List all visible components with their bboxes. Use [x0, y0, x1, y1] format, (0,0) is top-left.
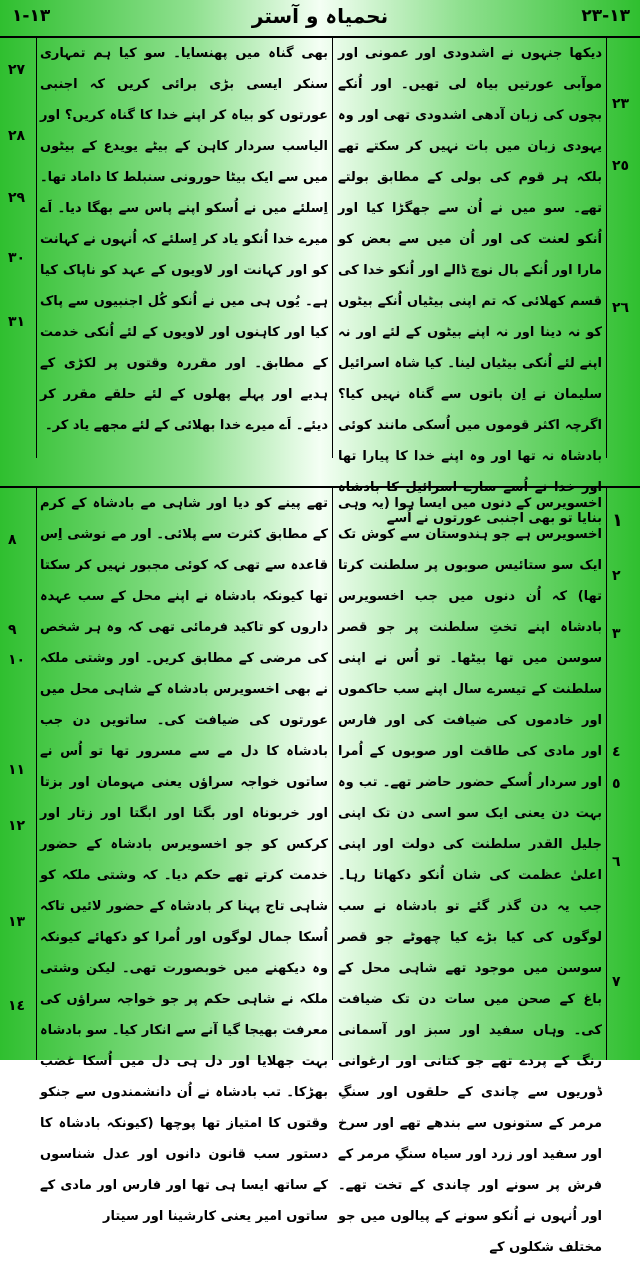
verse-number: ١١	[8, 762, 26, 778]
right-margin-line	[606, 38, 607, 458]
column-divider	[332, 38, 333, 458]
left-margin-line	[36, 38, 37, 458]
passage-text: دیکھا جنہوں نے اشدودی اور عمونی اور موآبی عورتیں بیاہ لی تھیں۔ اور اُنکے بچوں کی زبان آدھی اشدودی تھی اور وہ یہودی زبان میں بات نہیں کر سکتے تھے بلکہ ہر قوم کی بولی کے مطابق بولتے تھے۔ سو میں نے اُن سے جھگڑا کیا اور اُنکو لعنت کی اور اُن میں سے بعض کو مارا اور اُنکے بال نوچ ڈالے اور اُنکو خدا کی قسم کھلائی کہ تم اپنی بیٹیاں اُنکے بیٹوں کو نہ دینا اور نہ اپنے بیٹوں کے لئے اور نہ اپنے لئے اُنکی بیٹیاں لینا۔ کیا شاہ اسرائیل سلیمان نے اِن باتوں سے گناہ نہیں کیا؟ اگرچہ اکثر قوموں میں اُسکی مانند کوئی بادشاہ نہ تھا اور وہ اپنے خدا کا پیارا تھا اور خدا نے اُسے سارے اسرائیل کا بادشاہ بنایا تو بھی اجنبی عورتوں نے اُسے	[338, 46, 602, 526]
verse-number: ٣	[612, 626, 621, 642]
page-header	[0, 0, 640, 38]
right-page-reference: ١٣-٢٣	[581, 6, 630, 26]
right-text-column	[338, 488, 602, 1255]
left-text-column	[40, 38, 328, 433]
verse-number: ١٣	[8, 914, 26, 930]
verse-number: ٢	[612, 568, 621, 584]
verse-number: ٢٦	[612, 300, 630, 316]
left-margin-line	[36, 488, 37, 1060]
verse-number: ٤	[612, 744, 621, 760]
section-nehemiah-end	[0, 38, 640, 526]
verse-number: ١٢	[8, 818, 26, 834]
verse-number: ١٤	[8, 998, 26, 1014]
passage-text: اخسویرس کے دنوں میں ایسا ہوا (یہ وہی اخسویرس ہے جو ہندوستان سے کوش تک ایک سو ستائیس صوبوں پر سلطنت کرتا تھا) کہ اُن دنوں میں جب اخسویرس بادشاہ اپنے تختِ سلطنت پر جو قصر سوسن میں تھا بیٹھا۔ تو اُس نے اپنی سلطنت کے تیسرے سال اپنے سب حاکموں اور خادموں کی ضیافت کی اور فارس اور مادی کی طاقت اور صوبوں کے اُمرا اور سردار اُسکے حضور حاضر تھے۔ تب وہ بہت دن یعنی ایک سو اسی دن تک اپنی جلیل القدر سلطنت کی دولت اور اپنی اعلیٰ عظمت کی شان اُنکو دکھاتا رہا۔ جب یہ دن گذر گئے تو بادشاہ نے سب لوگوں کی کیا بڑے کیا چھوٹے جو قصر سوسن میں موجود تھے شاہی محل کے باغ کے صحن میں سات دن تک ضیافت کی۔ وہاں سفید اور سبز اور آسمانی رنگ کے پردے تھے جو کتانی اور ارغوانی ڈوریوں سے چاندی کے حلقوں اور سنگِ مرمر کے ستونوں سے بندھے تھے اور سرخ اور سفید اور زرد اور سیاہ سنگِ مرمر کے فرش پر سونے اور چاندی کے تخت تھے۔ اور اُنہوں نے اُنکو سونے کے پیالوں میں جو مختلف شکلوں کے	[338, 496, 602, 1255]
verse-number: ٣١	[8, 314, 26, 330]
passage-text: بھی گناہ میں پھنسایا۔ سو کیا ہم تمہاری سنکر ایسی بڑی برائی کریں کہ اجنبی عورتوں کو بیاہ کر اپنے خدا کا گناہ کریں؟ اور الیاسب سردار کاہن کے بیٹے یویدع کے بیٹوں میں سے ایک بیٹا حورونی سنبلط کا داماد تھا۔ اِسلئے میں نے اُسکو اپنے پاس سے بھگا دیا۔ اَے میرے خدا اُنکو یاد کر اِسلئے کہ اُنہوں نے کہانت کو اور کہانت اور لاویوں کے عہد کو ناپاک کیا ہے۔ یُوں ہی میں نے اُنکو کُل اجنبیوں سے پاک کیا اور کاہنوں اور لاویوں کے لئے اُنکی خدمت کے مطابق۔ اور مقررہ وقتوں پر لکڑی کے ہدیے اور پہلے پھلوں کے لئے حلقے مقرر کر دیئے۔ اَے میرے خدا بھلائی کے لئے مجھے یاد کر۔	[40, 46, 328, 433]
section-esther-1	[0, 488, 640, 1255]
verse-number: ٢٥	[612, 158, 630, 174]
verse-number: ٩	[8, 622, 17, 638]
verse-number: ٢٩	[8, 190, 26, 206]
verse-number: ١٠	[8, 652, 26, 668]
right-margin-line	[606, 488, 607, 1060]
right-text-column	[338, 38, 602, 526]
verse-number: ٦	[612, 854, 621, 870]
left-text-column	[40, 488, 328, 1224]
verse-number: ٢٣	[612, 96, 630, 112]
verse-number: ٢٨	[8, 128, 26, 144]
column-divider	[332, 488, 333, 1060]
verse-number: ٥	[612, 776, 621, 792]
book-title: نحمیاہ و آستر	[251, 4, 389, 28]
verse-number: ٧	[612, 974, 621, 990]
left-page-reference: ١٣-١	[12, 6, 51, 26]
passage-text: تھے پینے کو دیا اور شاہی مے بادشاہ کے کرم کے مطابق کثرت سے پلائی۔ اور مے نوشی اِس قاعدہ سے تھی کہ کوئی مجبور نہیں کر سکتا تھا کیونکہ بادشاہ نے اپنے محل کے سب عہدہ داروں کو تاکید فرمائی تھی کہ وہ ہر شخص کی مرضی کے مطابق کریں۔ اور وشتی ملکہ نے بھی اخسویرس بادشاہ کے شاہی محل میں عورتوں کی ضیافت کی۔ ساتویں دن جب بادشاہ کا دل مے سے مسرور تھا تو اُس نے ساتوں خواجہ سراؤں یعنی مہومان اور بزتا اور خربوناہ اور بگتا اور ابگتا اور زتار اور کرکس کو جو اخسویرس بادشاہ کے حضور خدمت کرتے تھے حکم دیا۔ کہ وشتی ملکہ کو شاہی تاج پہنا کر بادشاہ کے حضور لائیں تاکہ اُسکا جمال لوگوں اور اُمرا کو دکھائے کیونکہ وہ دیکھنے میں خوبصورت تھی۔ لیکن وشتی ملکہ نے شاہی حکم پر جو خواجہ سراؤں کی معرفت بھیجا گیا آنے سے انکار کیا۔ سو بادشاہ بہت جھلایا اور دل ہی دل میں اُسکا غضب بھڑکا۔ تب بادشاہ نے اُن دانشمندوں سے جنکو وقتوں کا امتیاز تھا پوچھا (کیونکہ بادشاہ کا دستور سب قانون دانوں اور عدل شناسوں کے ساتھ ایسا ہی تھا اور فارس اور مادی کے ساتوں امیر یعنی کارشینا اور سیتار	[40, 496, 328, 1224]
verse-number: ٣٠	[8, 250, 26, 266]
verse-number: ٢٧	[8, 62, 26, 78]
verse-number: ٨	[8, 532, 17, 548]
chapter-number: ١	[612, 510, 623, 531]
